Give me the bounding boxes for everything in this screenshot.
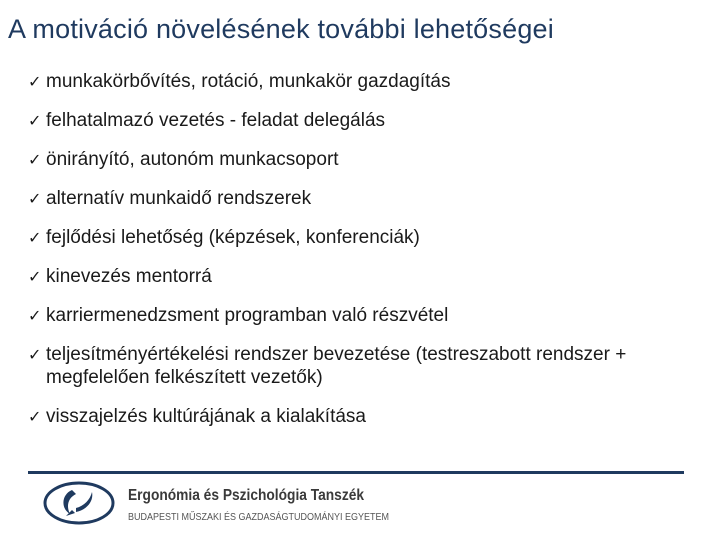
checkmark-icon: ✓	[28, 111, 42, 130]
checkmark-icon: ✓	[28, 150, 42, 169]
bullet-text: visszajelzés kultúrájának a kialakítása	[46, 406, 366, 427]
list-item	[28, 187, 708, 210]
list-item	[28, 226, 708, 249]
checkmark-icon: ✓	[28, 72, 42, 91]
checkmark-icon: ✓	[28, 267, 42, 286]
checkmark-icon: ✓	[28, 189, 42, 208]
list-item	[28, 304, 708, 327]
bullet-text: munkakörbővítés, rotáció, munkakör gazdagítás	[46, 71, 451, 92]
checkmark-icon: ✓	[28, 345, 42, 364]
bullet-text: önirányító, autonóm munkacsoport	[46, 149, 339, 170]
slide-title: A motiváció növelésének további lehetőségei	[8, 14, 554, 44]
list-item	[28, 148, 708, 171]
checkmark-icon: ✓	[28, 306, 42, 325]
bullet-text: kinevezés mentorrá	[46, 266, 212, 287]
checkmark-icon: ✓	[28, 407, 42, 426]
list-item	[28, 70, 708, 93]
bullet-text: karriermenedzsment programban való részvétel	[46, 305, 449, 326]
bullet-list	[28, 70, 708, 444]
university-name: BUDAPESTI MŰSZAKI ÉS GAZDASÁGTUDOMÁNYI EGYETEM	[128, 512, 390, 523]
list-item	[28, 109, 708, 132]
bullet-text: fejlődési lehetőség (képzések, konferenciák)	[46, 227, 420, 248]
department-logo-icon	[42, 480, 116, 526]
list-item	[28, 265, 708, 288]
list-item	[28, 405, 708, 428]
bullet-text: alternatív munkaidő rendszerek	[46, 188, 312, 209]
list-item	[28, 343, 708, 389]
bullet-text: teljesítményértékelési rendszer bevezetése (testreszabott rendszer + megfelelően felkészített vezetők)	[46, 344, 627, 388]
bullet-text: felhatalmazó vezetés - feladat delegálás	[46, 110, 386, 131]
checkmark-icon: ✓	[28, 228, 42, 247]
footer-divider	[28, 471, 684, 474]
department-name: Ergonómia és Pszichológia Tanszék	[128, 487, 365, 504]
